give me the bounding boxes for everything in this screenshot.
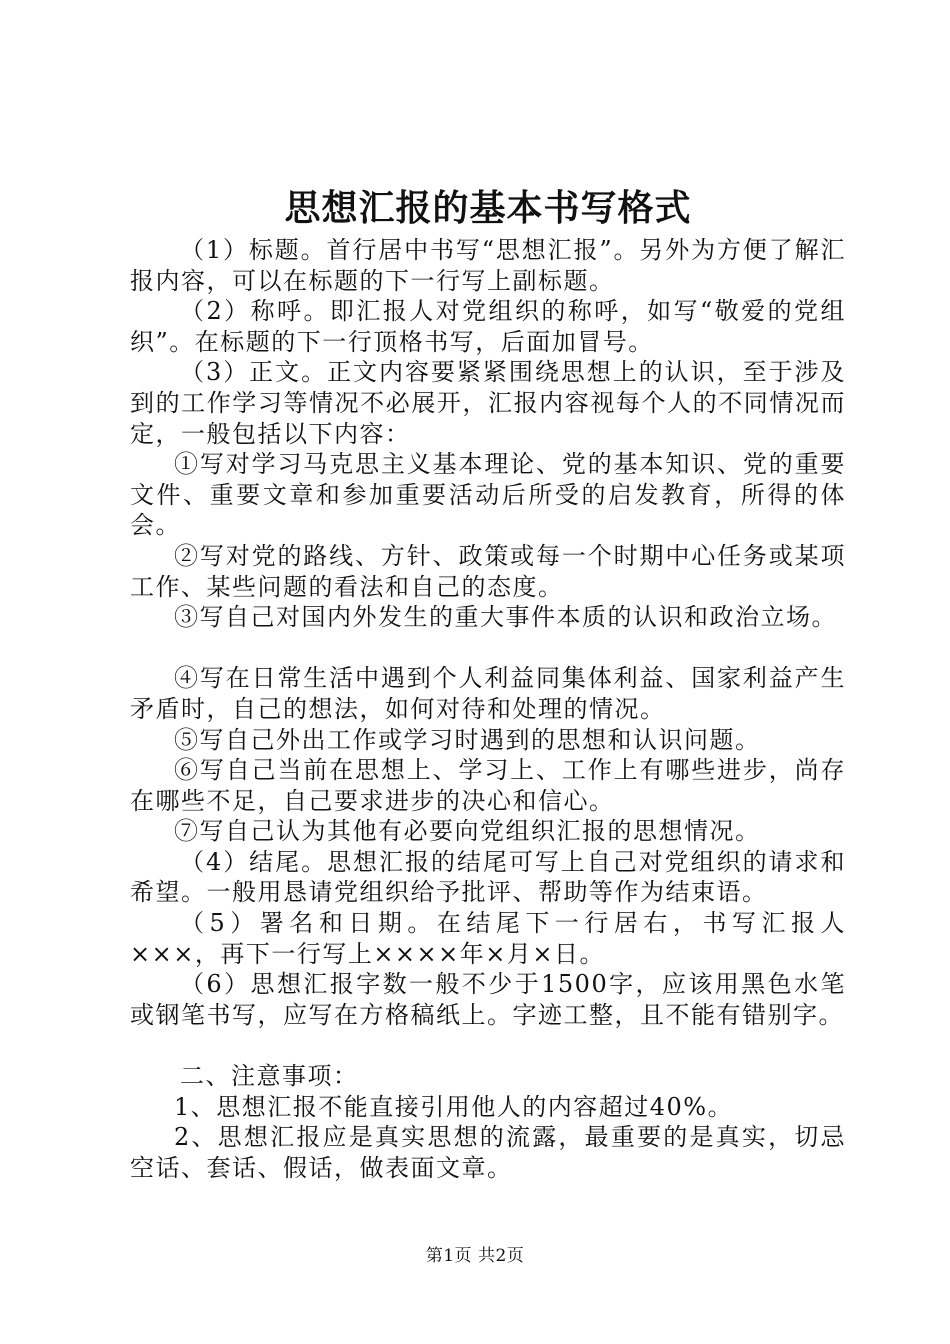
spacer xyxy=(130,633,846,664)
paragraph-main-text: （3）正文。正文内容要紧紧围绕思想上的认识，至于涉及到的工作学习等情况不必展开，汇报内容视每个人的不同情况而定，一般包括以下内容： xyxy=(130,358,846,448)
note-item-2: 2、思想汇报应是真实思想的流露，最重要的是真实，切忌空话、套话、假话，做表面文章。 xyxy=(130,1123,846,1182)
list-item-4: ④写在日常生活中遇到个人利益同集体利益、国家利益产生矛盾时，自己的想法，如何对待和处理的情况。 xyxy=(130,664,846,723)
paragraph-salutation: （2）称呼。即汇报人对党组织的称呼，如写“敬爱的党组织”。在标题的下一行顶格书写，后面加冒号。 xyxy=(130,297,846,356)
section-heading-notes: 二、注意事项： xyxy=(180,1062,359,1091)
paragraph-title-format: （1）标题。首行居中书写“思想汇报”。另外为方便了解汇报内容，可以在标题的下一行写上副标题。 xyxy=(130,236,846,295)
document-body xyxy=(130,235,846,1183)
page-number: 第1页 共2页 xyxy=(425,1246,525,1266)
paragraph-signature-date: （5）署名和日期。在结尾下一行居右，书写汇报人×××，再下一行写上××××年×月×日。 xyxy=(130,909,846,968)
list-item-3: ③写自己对国内外发生的重大事件本质的认识和政治立场。 xyxy=(174,603,837,632)
list-item-2: ②写对党的路线、方针、政策或每一个时期中心任务或某项工作、某些问题的看法和自己的态度。 xyxy=(130,541,846,601)
document-page xyxy=(130,183,846,1183)
list-item-5: ⑤写自己外出工作或学习时遇到的思想和认识问题。 xyxy=(174,725,761,754)
paragraph-ending: （4）结尾。思想汇报的结尾可写上自己对党组织的请求和希望。一般用恳请党组织给予批评、帮助等作为结束语。 xyxy=(130,847,846,907)
page-footer xyxy=(0,1244,950,1268)
spacer xyxy=(130,1030,846,1061)
paragraph-word-count: （6）思想汇报字数一般不少于1500字，应该用黑色水笔或钢笔书写，应写在方格稿纸上。字迹工整，且不能有错别字。 xyxy=(130,970,846,1029)
note-item-1: 1、思想汇报不能直接引用他人的内容超过40%。 xyxy=(174,1092,734,1121)
list-item-7: ⑦写自己认为其他有必要向党组织汇报的思想情况。 xyxy=(174,817,761,846)
list-item-1: ①写对学习马克思主义基本理论、党的基本知识、党的重要文件、重要文章和参加重要活动后所受的启发教育，所得的体会。 xyxy=(130,450,846,540)
document-title: 思想汇报的基本书写格式 xyxy=(284,187,692,229)
list-item-6: ⑥写自己当前在思想上、学习上、工作上有哪些进步，尚存在哪些不足，自己要求进步的决心和信心。 xyxy=(130,756,846,815)
